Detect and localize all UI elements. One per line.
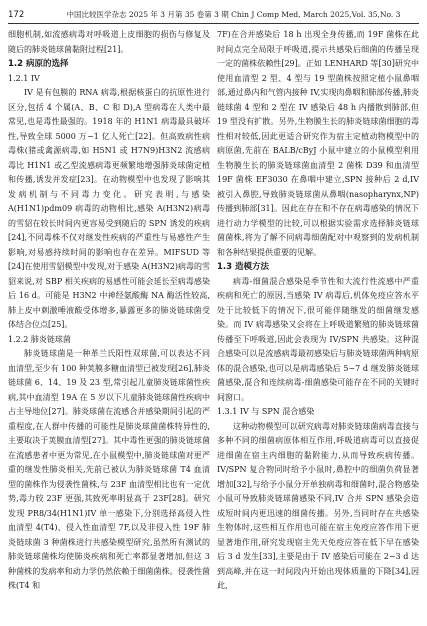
- left-column: [8, 28, 210, 622]
- body-paragraph: 肺炎链球菌是一种革兰氏阳性双球菌,可以表达不同血清型,至少有 100 种荚膜多糖血清型已被发现[26],肺炎链球菌 6、14、19 及 23 型,常引起儿童肺炎链球菌性疾病,其中血清型 19A 在 5 岁以下儿童肺炎链球菌性疾病中占主导地位[27]。肺炎球菌在流感合并感染期间引起的严重程度,在人群中传播的可能性是肺炎球菌菌株特异性的,主要取决于荚膜血清型[27]。其中毒性更强的肺炎链球菌在流感患者中更为常见,在小鼠模型中,肺炎链球菌对更严重的继发性肺炎相关,先前已被认为肺炎链球菌 T4 血清型的菌株作为侵袭性菌株,与 23F 血清型相比也有一定优势,毒力较 23F 更强,其致死率明显高于 23F[28]。研究发现 PR8/34(H1N1)IV 单一感染下,分别选择高侵入性血清型 4(T4)、侵入性血清型 7F,以及非侵入性 19F 肺炎链球菌 3 种菌株进行共感染模型研究,虽然所有测试的肺炎链球菌株均使肺炎疾病和死亡率都显著增加,但这 3 种菌株的发病率和动力学仍然依赖于细菌菌株。侵袭性菌株(T4 和: [8, 349, 210, 590]
- body-paragraph: 7F)在合并感染后 18 h 出现全身传播,而 19F 菌株在此时间点完全局限于呼吸道,提示共感染后细菌的传播呈现一定的菌株依赖性[29]。正如 LENHARD 等[30]研究中使用血清型 2 型、4 型与 19 型菌株按照定植小鼠鼻咽部,通过鼻内和气管内接种 IV,实现肉鼻咽和肺部传播,肺炎链球菌 4 型和 2 型在 IV 感染后 48 h 内播散到肺部,但 19 型没有扩散。另外,生物膜生长的肺炎链球菌细胞的毒性相对较低,因此更适合研究作为宿主定植动物模型中的病原菌,先前在 BALB/cByJ 小鼠中建立的小鼠模型利用生物膜生长的肺炎链球菌血清型 2 菌株 D39 和血清型 19F 菌株 EF3030 在鼻咽中建立,SPN 接种后 2 d,IV 被引入鼻腔,导致肺炎链球菌从鼻咽(nasopharynx,NP)传播到肺部[31]。因此在存在和不存在病毒感染的情况下进行动力学模型的比较,可以根据实验需求选择肺炎链球菌菌株,将为了解不同病毒细菌配对中观察到的发病机制和各种结果提供重要的见解。: [217, 30, 419, 257]
- right-column: [217, 28, 419, 622]
- subsection-heading: 1.3.1 IV 与 SPN 混合感染: [217, 407, 315, 416]
- body-paragraph: IV 是有包膜的 RNA 病毒,根据核蛋白的抗原性进行区分,包括 4 个属(A、B、C 和 D),A 型病毒在人类中最常见,也是毒性最强的。1918 年的 H1N1 病毒最具破坏性,导致全球 5000 万~1 亿人死亡[22]。但高致病性病毒株(猪或禽源病毒,如 H5N1 或 H7N9)H3N2 流感病毒比 H1N1 或乙型流感病毒更频繁地增强肺炎球菌定植和传播,诱发并发症[23]。在动物模型中也发现了影响其发病机制与不同毒力变化。研究表明,与感染 A(H1N1)pdm09 病毒的动物相比,感染 A(H3N2)病毒的雪貂在较长时间内更容易受到随后的 SPN 诱发的疾病[24],不同毒株不仅对继发性疾病的严重性与易感性产生影响,对易感持续时间的影响也存在差异。MIFSUD 等[24]在使用雪貂模型中发现,对于感染 A(H3N2)病毒的雪貂来说,对 SBP 相关疾病的易感性可能会延长至病毒感染后 16 d。可能是 H3N2 中神经氨酸酶 NA 酶活性较高,肺上皮中刺激唾液酸受体增多,暴露更多的肺炎链球菌受体结合位点[25]。: [8, 88, 210, 329]
- page-number: 172: [8, 10, 25, 20]
- body-paragraph: 病毒-细菌混合感染是季节性和大流行性流感中严重疾病和死亡的原因,当感染 IV 病毒后,机体免疫应答水平处于比较低下的情况下,很可能伴随继发的细菌继发感染。而 IV 病毒感染又会将在上呼吸道繁殖的肺炎链球菌传播至下呼吸道,因此会表现为 IV/SPN 共感染。这种混合感染可以是流感病毒最初感染后与肺炎链球菌两种病原体的混合感染,也可以是病毒感染后 5~7 d 继发肺炎链球菌感染,混合和连续病毒-细菌感染可能存在不同的关键时间窗口。: [217, 276, 419, 402]
- header-rule: [8, 23, 419, 24]
- section-heading: 1.2 病原的选择: [8, 59, 69, 69]
- subsection-heading: 1.2.1 IV: [8, 73, 40, 83]
- body-paragraph: 这种动物模型可以研究病毒对肺炎链球菌病毒直接与多种不同的细菌病原体相互作用,呼吸道病毒可以直接促进细菌在宿主内细胞的黏附能力,从而导致疾病传播。IV/SPN 复合物同时给予小鼠时,鼻腔中的细菌负荷显著增加[32],与给予小鼠分开单独病毒和细菌时,混合物感染小鼠可导致肺炎链球菌感染不同,IV 合并 SPN 感染会造成短时间内更迅速的细菌传播。另外,当同时存在共感染生物体时,这些相互作用也可能在宿主免疫应答作用下更显著地作用,研究发现宿主先天免疫应答在低下早在感染后 3 d 发生[33],主要是由于 IV 感染后可能在 2~3 d 达到高峰,并在这一时间段内开始出现体质量的下降[34],因此,: [217, 421, 419, 590]
- journal-title: 中国比较医学杂志 2025 年 3 月第 35 卷第 3 期 Chin J Comp Med, March 2025,Vol. 35,No. 3: [66, 10, 401, 19]
- running-header: [8, 8, 419, 22]
- section-heading: 1.3 造模方法: [217, 262, 270, 272]
- body-paragraph: 细胞机制,如流感病毒对呼吸道上皮细胞的损伤与修复及随后的肺炎链球菌黏附过程[21]。: [8, 30, 210, 54]
- subsection-heading: 1.2.2 肺炎链球菌: [8, 334, 71, 344]
